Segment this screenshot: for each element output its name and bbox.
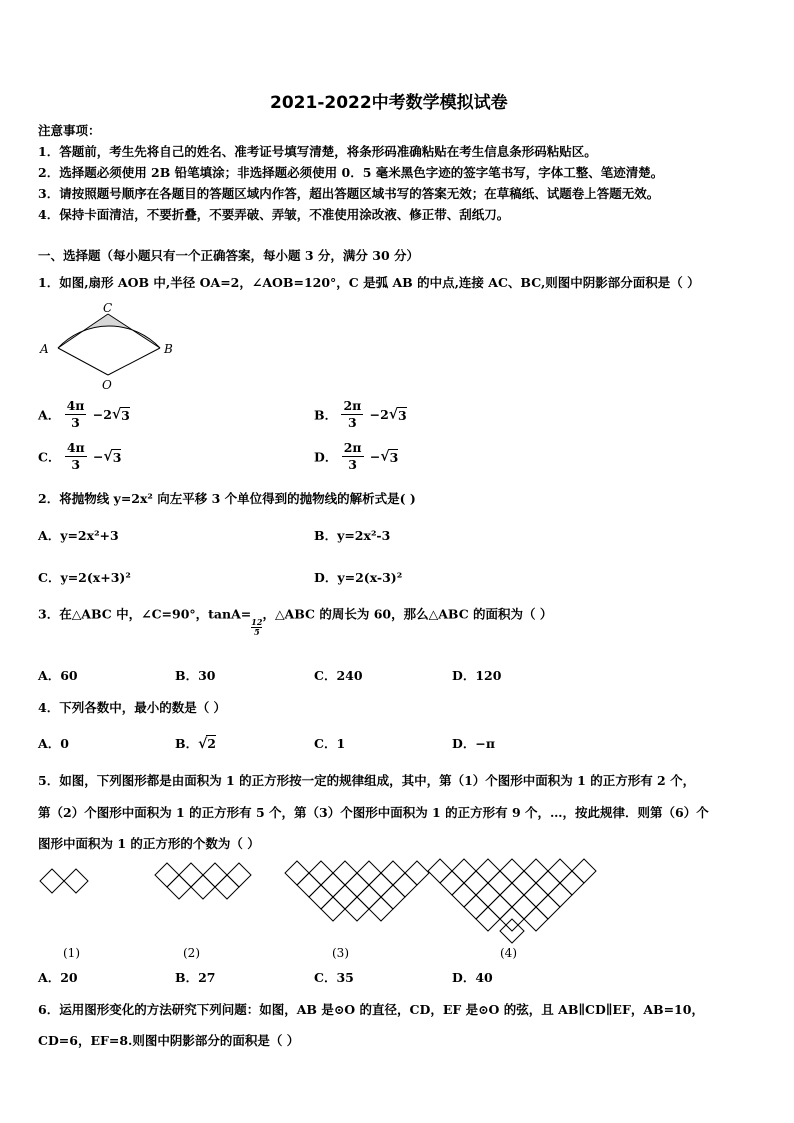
- denominator: 5: [254, 627, 260, 637]
- label-b: B: [164, 342, 173, 356]
- label-a: A: [40, 342, 49, 356]
- sqrt-icon: √: [388, 406, 399, 423]
- fraction: [341, 398, 363, 431]
- q4-stem: 4．下列各数中，最小的数是（ ）: [38, 700, 227, 715]
- q3-option-d: D．120: [452, 668, 502, 683]
- radicand: 3: [389, 449, 399, 465]
- q5-option-d: D．40: [452, 970, 493, 985]
- q2-option-c: C．y=2(x+3)²: [38, 570, 131, 585]
- q4-option-b: [175, 734, 216, 752]
- page-title: 2021-2022中考数学模拟试卷: [270, 93, 508, 113]
- option-label: A．: [38, 407, 61, 423]
- radicand: 3: [121, 407, 130, 423]
- notice-item: 1．答题前，考生先将自己的姓名、准考证号填写清楚，将条形码准确粘贴在考生信息条形码粘贴区。: [38, 144, 597, 159]
- q5-option-a: A．20: [38, 970, 78, 985]
- section-heading: 一、选择题（每小题只有一个正确答案，每小题 3 分，满分 30 分）: [38, 248, 420, 263]
- numerator: 12: [251, 617, 263, 627]
- radicand: 3: [398, 407, 407, 423]
- q2-option-d: D．y=2(x-3)²: [314, 570, 403, 585]
- q1-stem: 1．如图,扇形 AOB 中,半径 OA=2，∠AOB=120°，C 是弧 AB 的中点,连接 AC、BC,则图中阴影部分面积是（ ）: [38, 275, 700, 290]
- q1-option-b: [314, 398, 407, 431]
- option-label: D．: [314, 449, 338, 465]
- option-label: B．: [314, 407, 338, 423]
- q2-option-b: B．y=2x²-3: [314, 528, 391, 543]
- sqrt-icon: √: [198, 736, 208, 752]
- q5-stem-line: 第（2）个图形中面积为 1 的正方形有 5 个，第（3）个图形中面积为 1 的正方形有 9 个，…，按此规律．则第（6）个: [38, 805, 709, 820]
- q5-option-b: B．27: [175, 970, 216, 985]
- notice-heading: 注意事项：: [38, 123, 101, 138]
- tan-fraction: [251, 618, 262, 637]
- q4-option-d: D．−π: [452, 736, 495, 751]
- caption-3: (3): [332, 946, 349, 960]
- caption-2: (2): [183, 946, 200, 960]
- caption-4: (4): [500, 946, 517, 960]
- option-label: C．: [38, 449, 61, 465]
- fraction: [65, 440, 87, 473]
- q2-option-a: A．y=2x²+3: [38, 528, 119, 543]
- numerator: 2π: [343, 440, 362, 455]
- q3-stem: [38, 604, 553, 637]
- q5-option-c: C．35: [314, 970, 354, 985]
- term: −2: [369, 407, 389, 422]
- label-o: O: [102, 378, 112, 392]
- q3-option-c: C．240: [314, 668, 363, 683]
- radicand: 3: [112, 449, 122, 465]
- term: −2: [92, 407, 112, 422]
- q6-stem-line: CD=6，EF=8.则图中阴影部分的面积是（ ）: [38, 1033, 300, 1048]
- fraction: [65, 398, 87, 431]
- numerator: 4π: [66, 398, 85, 413]
- numerator: 2π: [343, 398, 362, 413]
- numerator: 4π: [66, 440, 85, 455]
- q3-option-a: A．60: [38, 668, 78, 683]
- q2-stem: 2．将抛物线 y=2x² 向左平移 3 个单位得到的抛物线的解析式是( ): [38, 491, 416, 506]
- notice-item: 3．请按照题号顺序在各题目的答题区域内作答，超出答题区域书写的答案无效；在草稿纸、试题卷上答题无效。: [38, 186, 660, 201]
- q1-option-c: [38, 440, 121, 473]
- sqrt-icon: √: [380, 448, 390, 465]
- q5-stem-line: 5．如图，下列图形都是由面积为 1 的正方形按一定的规律组成，其中，第（1）个图形中面积为 1 的正方形有 2 个，: [38, 773, 696, 788]
- option-label: B．: [175, 736, 199, 751]
- denominator: 3: [71, 457, 81, 472]
- caption-1: (1): [63, 946, 80, 960]
- q1-option-a: [38, 398, 130, 431]
- sqrt-icon: √: [111, 406, 122, 423]
- denominator: 3: [71, 415, 80, 430]
- q1-option-d: [314, 440, 398, 473]
- q3-stem-end: ，△ABC 的周长为 60，那么△ABC 的面积为（ ）: [262, 606, 553, 622]
- q3-stem-start: 3．在△ABC 中，∠C=90°，tanA=: [38, 606, 252, 622]
- notice-item: 2．选择题必须使用 2B 铅笔填涂；非选择题必须使用 0．5 毫米黑色字迹的签字笔书写，字体工整、笔迹清楚。: [38, 165, 664, 180]
- fraction: [342, 440, 364, 473]
- q4-option-a: A．0: [38, 736, 69, 751]
- q3-option-b: B．30: [175, 668, 216, 683]
- radicand: 2: [207, 736, 216, 751]
- sqrt-icon: √: [103, 448, 113, 465]
- q6-stem-line: 6．运用图形变化的方法研究下列问题：如图，AB 是⊙O 的直径，CD，EF 是⊙O 的弦，且 AB∥CD∥EF，AB=10，: [38, 1002, 704, 1017]
- denominator: 3: [348, 415, 357, 430]
- q1-sector-figure: [36, 300, 182, 392]
- label-c: C: [103, 301, 113, 315]
- q5-stem-line: 图形中面积为 1 的正方形的个数为（ ）: [38, 836, 260, 851]
- term: −: [369, 449, 381, 464]
- term: −: [93, 449, 104, 464]
- q4-option-c: C．1: [314, 736, 346, 751]
- notice-item: 4．保持卡面清洁，不要折叠，不要弄破、弄皱，不准使用涂改液、修正带、刮纸刀。: [38, 207, 510, 222]
- denominator: 3: [348, 457, 357, 472]
- q5-square-pattern-figure: [30, 855, 600, 967]
